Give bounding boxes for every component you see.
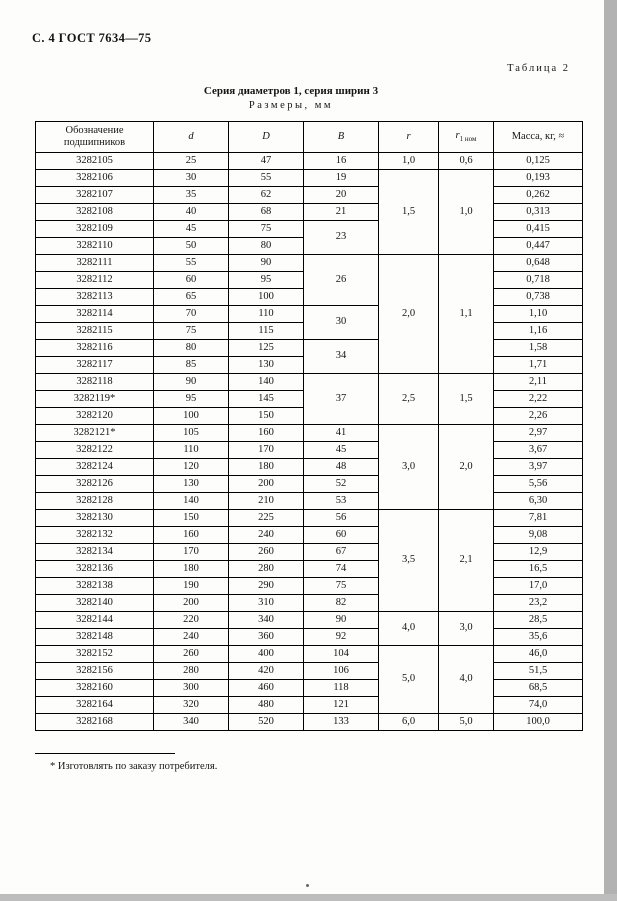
cell-d: 40 <box>154 204 229 221</box>
table-row <box>36 629 583 646</box>
table-row <box>36 476 583 493</box>
cell-d: 65 <box>154 289 229 306</box>
cell-D: 420 <box>229 663 304 680</box>
cell-d: 90 <box>154 374 229 391</box>
cell-D: 62 <box>229 187 304 204</box>
cell-designation: 3282117 <box>36 357 154 374</box>
cell-d: 85 <box>154 357 229 374</box>
cell-B: 20 <box>304 187 379 204</box>
cell-D: 200 <box>229 476 304 493</box>
cell-designation: 3282136 <box>36 561 154 578</box>
table-row <box>36 187 583 204</box>
cell-mass: 0,648 <box>494 255 583 272</box>
cell-B: 30 <box>304 306 379 340</box>
cell-mass: 35,6 <box>494 629 583 646</box>
table-row <box>36 510 583 527</box>
cell-designation: 3282113 <box>36 289 154 306</box>
cell-d: 25 <box>154 153 229 170</box>
cell-r1: 5,0 <box>439 714 494 731</box>
cell-mass: 0,262 <box>494 187 583 204</box>
cell-D: 47 <box>229 153 304 170</box>
cell-B: 56 <box>304 510 379 527</box>
cell-d: 260 <box>154 646 229 663</box>
cell-d: 75 <box>154 323 229 340</box>
cell-D: 480 <box>229 697 304 714</box>
cell-mass: 1,10 <box>494 306 583 323</box>
cell-d: 35 <box>154 187 229 204</box>
table-row <box>36 204 583 221</box>
table-row <box>36 544 583 561</box>
cell-designation: 3282110 <box>36 238 154 255</box>
cell-B: 41 <box>304 425 379 442</box>
scan-artifact-dot <box>306 884 309 887</box>
table-row <box>36 612 583 629</box>
cell-B: 104 <box>304 646 379 663</box>
table-row <box>36 442 583 459</box>
cell-mass: 1,16 <box>494 323 583 340</box>
cell-r: 3,0 <box>379 425 439 510</box>
cell-designation: 3282164 <box>36 697 154 714</box>
cell-D: 130 <box>229 357 304 374</box>
cell-r: 6,0 <box>379 714 439 731</box>
table-row <box>36 221 583 238</box>
cell-D: 125 <box>229 340 304 357</box>
scan-edge-right <box>604 0 617 901</box>
cell-D: 160 <box>229 425 304 442</box>
cell-designation: 3282156 <box>36 663 154 680</box>
cell-d: 170 <box>154 544 229 561</box>
cell-D: 110 <box>229 306 304 323</box>
table-row <box>36 697 583 714</box>
cell-D: 75 <box>229 221 304 238</box>
cell-d: 200 <box>154 595 229 612</box>
cell-D: 310 <box>229 595 304 612</box>
column-header: r <box>379 122 439 153</box>
cell-r1: 0,6 <box>439 153 494 170</box>
cell-d: 80 <box>154 340 229 357</box>
cell-r1: 2,1 <box>439 510 494 612</box>
cell-B: 34 <box>304 340 379 374</box>
cell-d: 220 <box>154 612 229 629</box>
cell-designation: 3282115 <box>36 323 154 340</box>
table-row <box>36 595 583 612</box>
cell-d: 160 <box>154 527 229 544</box>
table-row <box>36 646 583 663</box>
cell-r: 1,5 <box>379 170 439 255</box>
cell-designation: 3282109 <box>36 221 154 238</box>
cell-mass: 5,56 <box>494 476 583 493</box>
table-row <box>36 306 583 323</box>
table-row <box>36 680 583 697</box>
table-row <box>36 459 583 476</box>
cell-B: 23 <box>304 221 379 255</box>
cell-B: 75 <box>304 578 379 595</box>
cell-designation: 3282144 <box>36 612 154 629</box>
cell-designation: 3282138 <box>36 578 154 595</box>
cell-D: 150 <box>229 408 304 425</box>
cell-d: 280 <box>154 663 229 680</box>
cell-d: 180 <box>154 561 229 578</box>
table-row <box>36 578 583 595</box>
table-row <box>36 493 583 510</box>
cell-designation: 3282105 <box>36 153 154 170</box>
column-header: B <box>304 122 379 153</box>
cell-r1: 4,0 <box>439 646 494 714</box>
cell-B: 121 <box>304 697 379 714</box>
cell-mass: 0,313 <box>494 204 583 221</box>
cell-D: 260 <box>229 544 304 561</box>
cell-D: 170 <box>229 442 304 459</box>
cell-mass: 3,67 <box>494 442 583 459</box>
cell-designation: 3282130 <box>36 510 154 527</box>
cell-mass: 2,97 <box>494 425 583 442</box>
cell-D: 280 <box>229 561 304 578</box>
table-header-row <box>36 122 583 153</box>
cell-r1: 2,0 <box>439 425 494 510</box>
cell-B: 52 <box>304 476 379 493</box>
cell-d: 240 <box>154 629 229 646</box>
cell-designation: 3282122 <box>36 442 154 459</box>
cell-r1: 1,0 <box>439 170 494 255</box>
cell-mass: 7,81 <box>494 510 583 527</box>
cell-d: 55 <box>154 255 229 272</box>
cell-D: 100 <box>229 289 304 306</box>
cell-B: 19 <box>304 170 379 187</box>
cell-mass: 1,58 <box>494 340 583 357</box>
cell-mass: 0,193 <box>494 170 583 187</box>
cell-d: 300 <box>154 680 229 697</box>
cell-mass: 6,30 <box>494 493 583 510</box>
cell-designation: 3282118 <box>36 374 154 391</box>
cell-mass: 0,738 <box>494 289 583 306</box>
cell-d: 100 <box>154 408 229 425</box>
dimensions-table <box>35 121 583 731</box>
cell-d: 130 <box>154 476 229 493</box>
cell-mass: 16,5 <box>494 561 583 578</box>
cell-d: 320 <box>154 697 229 714</box>
cell-d: 150 <box>154 510 229 527</box>
cell-r: 5,0 <box>379 646 439 714</box>
cell-designation: 3282108 <box>36 204 154 221</box>
cell-designation: 3282168 <box>36 714 154 731</box>
cell-designation: 3282121* <box>36 425 154 442</box>
cell-mass: 2,26 <box>494 408 583 425</box>
cell-mass: 51,5 <box>494 663 583 680</box>
cell-d: 140 <box>154 493 229 510</box>
cell-B: 53 <box>304 493 379 510</box>
cell-D: 145 <box>229 391 304 408</box>
table-title: Серия диаметров 1, серия ширин 3 <box>203 85 379 97</box>
cell-designation: 3282160 <box>36 680 154 697</box>
cell-D: 180 <box>229 459 304 476</box>
cell-mass: 100,0 <box>494 714 583 731</box>
table-row <box>36 663 583 680</box>
cell-D: 400 <box>229 646 304 663</box>
cell-D: 240 <box>229 527 304 544</box>
cell-r: 4,0 <box>379 612 439 646</box>
column-header: d <box>154 122 229 153</box>
cell-r: 2,5 <box>379 374 439 425</box>
cell-d: 70 <box>154 306 229 323</box>
cell-d: 30 <box>154 170 229 187</box>
cell-designation: 3282111 <box>36 255 154 272</box>
cell-r1: 1,1 <box>439 255 494 374</box>
cell-designation: 3282128 <box>36 493 154 510</box>
cell-mass: 74,0 <box>494 697 583 714</box>
scan-edge-bottom <box>0 894 617 901</box>
cell-designation: 3282119* <box>36 391 154 408</box>
cell-D: 520 <box>229 714 304 731</box>
column-header: D <box>229 122 304 153</box>
cell-mass: 46,0 <box>494 646 583 663</box>
cell-r: 1,0 <box>379 153 439 170</box>
cell-B: 106 <box>304 663 379 680</box>
cell-D: 55 <box>229 170 304 187</box>
cell-B: 21 <box>304 204 379 221</box>
cell-D: 90 <box>229 255 304 272</box>
cell-designation: 3282126 <box>36 476 154 493</box>
cell-mass: 0,447 <box>494 238 583 255</box>
cell-mass: 23,2 <box>494 595 583 612</box>
table-row <box>36 340 583 357</box>
table-row <box>36 527 583 544</box>
cell-D: 290 <box>229 578 304 595</box>
cell-designation: 3282140 <box>36 595 154 612</box>
table-row <box>36 374 583 391</box>
cell-designation: 3282106 <box>36 170 154 187</box>
cell-B: 16 <box>304 153 379 170</box>
table-caption: Таблица 2 <box>507 63 570 74</box>
cell-mass: 9,08 <box>494 527 583 544</box>
cell-d: 60 <box>154 272 229 289</box>
table-subtitle: Размеры, мм <box>248 100 334 111</box>
cell-designation: 3282114 <box>36 306 154 323</box>
cell-B: 74 <box>304 561 379 578</box>
cell-mass: 68,5 <box>494 680 583 697</box>
cell-designation: 3282148 <box>36 629 154 646</box>
cell-r: 2,0 <box>379 255 439 374</box>
cell-B: 133 <box>304 714 379 731</box>
column-header: $r_{1 ном}$ <box>439 122 494 153</box>
cell-designation: 3282134 <box>36 544 154 561</box>
cell-d: 95 <box>154 391 229 408</box>
table-body <box>36 153 583 731</box>
cell-designation: 3282120 <box>36 408 154 425</box>
table-row <box>36 153 583 170</box>
footnote-rule <box>35 753 175 754</box>
cell-D: 95 <box>229 272 304 289</box>
cell-D: 225 <box>229 510 304 527</box>
table-row <box>36 561 583 578</box>
cell-B: 26 <box>304 255 379 306</box>
cell-B: 90 <box>304 612 379 629</box>
cell-mass: 0,125 <box>494 153 583 170</box>
cell-B: 37 <box>304 374 379 425</box>
cell-mass: 0,718 <box>494 272 583 289</box>
cell-B: 82 <box>304 595 379 612</box>
cell-r1: 1,5 <box>439 374 494 425</box>
cell-mass: 28,5 <box>494 612 583 629</box>
cell-designation: 3282107 <box>36 187 154 204</box>
cell-D: 115 <box>229 323 304 340</box>
table-row <box>36 425 583 442</box>
cell-designation: 3282124 <box>36 459 154 476</box>
cell-B: 67 <box>304 544 379 561</box>
column-header: Масса, кг, ≈ <box>494 122 583 153</box>
cell-d: 50 <box>154 238 229 255</box>
cell-D: 210 <box>229 493 304 510</box>
cell-d: 340 <box>154 714 229 731</box>
cell-mass: 17,0 <box>494 578 583 595</box>
cell-D: 80 <box>229 238 304 255</box>
cell-d: 110 <box>154 442 229 459</box>
cell-designation: 3282116 <box>36 340 154 357</box>
cell-B: 92 <box>304 629 379 646</box>
cell-r1: 3,0 <box>439 612 494 646</box>
cell-mass: 2,22 <box>494 391 583 408</box>
cell-d: 190 <box>154 578 229 595</box>
cell-d: 45 <box>154 221 229 238</box>
cell-D: 340 <box>229 612 304 629</box>
cell-mass: 1,71 <box>494 357 583 374</box>
cell-B: 118 <box>304 680 379 697</box>
footnote: * Изготовлять по заказу потребителя. <box>50 761 218 772</box>
cell-D: 460 <box>229 680 304 697</box>
cell-mass: 2,11 <box>494 374 583 391</box>
cell-D: 140 <box>229 374 304 391</box>
page-header-gost: С. 4 ГОСТ 7634—75 <box>32 31 152 45</box>
cell-r: 3,5 <box>379 510 439 612</box>
cell-d: 105 <box>154 425 229 442</box>
cell-B: 60 <box>304 527 379 544</box>
table-row <box>36 170 583 187</box>
cell-designation: 3282152 <box>36 646 154 663</box>
cell-mass: 0,415 <box>494 221 583 238</box>
cell-B: 48 <box>304 459 379 476</box>
cell-mass: 3,97 <box>494 459 583 476</box>
cell-designation: 3282132 <box>36 527 154 544</box>
table-row <box>36 714 583 731</box>
table-row <box>36 255 583 272</box>
column-header: Обозначение подшипников <box>36 122 154 153</box>
cell-d: 120 <box>154 459 229 476</box>
cell-D: 68 <box>229 204 304 221</box>
cell-mass: 12,9 <box>494 544 583 561</box>
cell-B: 45 <box>304 442 379 459</box>
cell-designation: 3282112 <box>36 272 154 289</box>
cell-D: 360 <box>229 629 304 646</box>
